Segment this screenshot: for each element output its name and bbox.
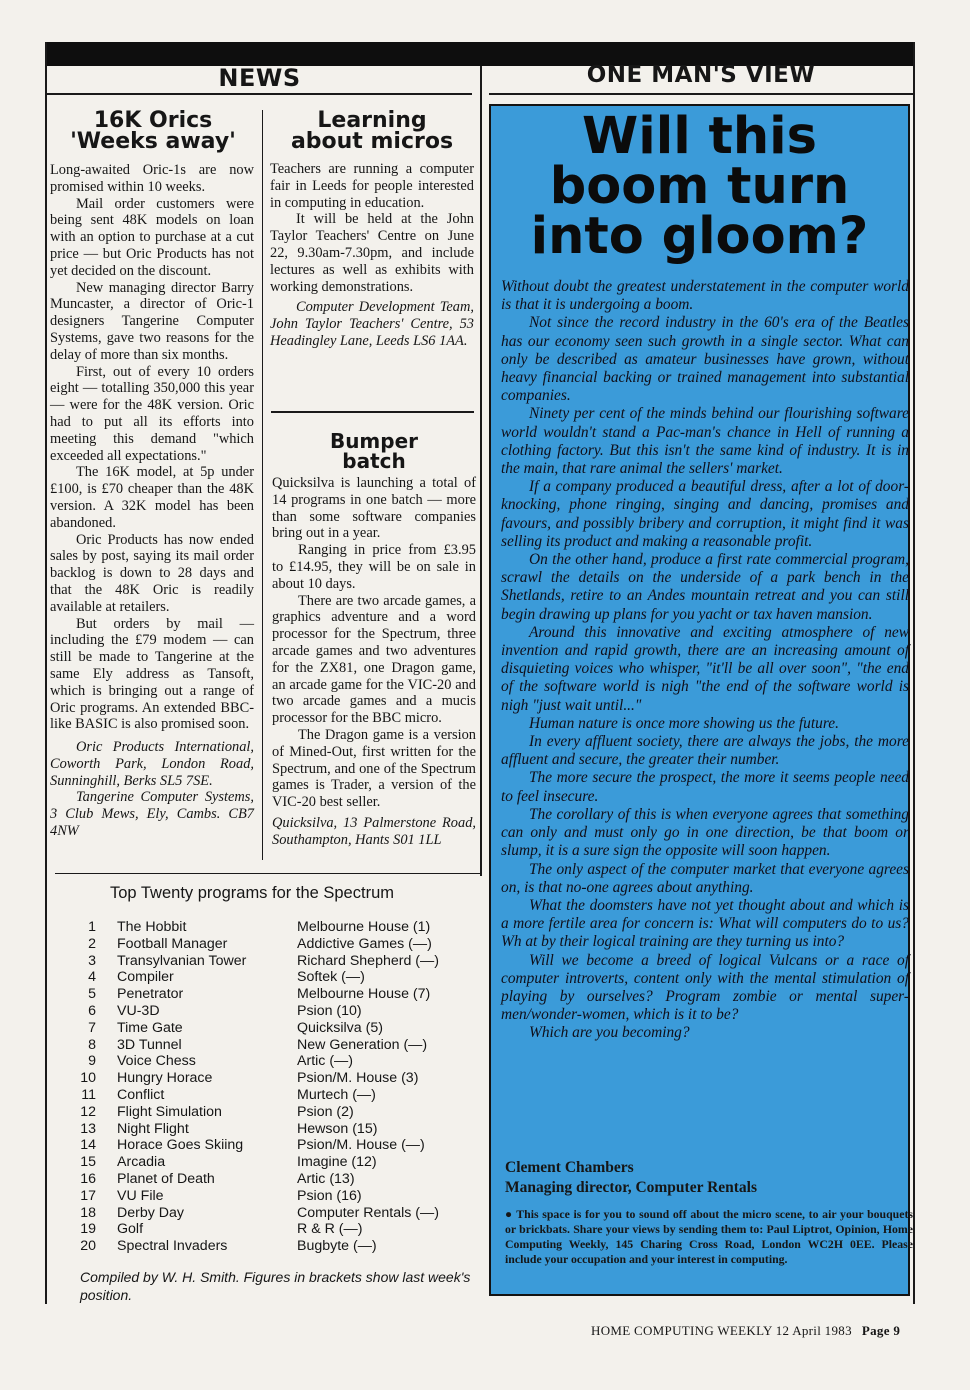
essay-paragraph: Without doubt the greatest understatement in the computer world is that it is undergoing a boom.: [501, 278, 909, 314]
program-title: VU-3D: [117, 1002, 160, 1019]
program-publisher: Psion/M. House (3): [297, 1070, 419, 1087]
bumper-paragraph: Quicksilva is launching a total of 14 programs in one batch — more than some software companies bring out in a year.: [272, 475, 476, 542]
bumper-paragraph: Ranging in price from £3.95 to £14.95, they will be on sale in about 10 days.: [272, 542, 476, 592]
oric-address: Oric Products International, Coworth Park, London Road, Sunninghill, Berks SL5 7SE.: [50, 739, 254, 789]
program-title: Planet of Death: [117, 1170, 215, 1187]
essay-paragraph: Human nature is once more showing us the future.: [529, 714, 839, 732]
news-head-underline: [47, 93, 472, 95]
oric-paragraph: But orders by mail — including the £79 modem — can still be made to Tangerine at the same Ely address as Tansoft, which is bringing out a range of Oric programs. An extended BBC-like BASIC is also promised soon.: [50, 615, 254, 733]
top-twenty-row: [78, 1070, 478, 1087]
top-twenty-row: [78, 1121, 478, 1138]
program-title: Conflict: [117, 1086, 165, 1103]
program-publisher: Addictive Games (—): [297, 935, 432, 952]
oric-story-body: [50, 162, 254, 840]
program-publisher: Melbourne House (1): [297, 919, 431, 935]
learning-headline-line1: Learning: [317, 108, 427, 133]
top-twenty-row: [78, 919, 478, 936]
author-name: Clement Chambers: [505, 1159, 634, 1176]
essay-paragraph: Not since the record industry in the 60's era of the Beatles has our economy seen such growth in a single sector. What can only be described as amateur businesses have grown, without heavy financial backing or trained management into substantial companies.: [501, 314, 909, 405]
chart-rank: 18: [80, 1204, 96, 1221]
footer-publication: HOME COMPUTING WEEKLY 12 April 1983: [591, 1323, 852, 1338]
top-twenty-row: [78, 1053, 478, 1070]
learning-paragraph: It will be held at the John Taylor Teachers' Centre on June 22, 9.30am-7.30pm, and include lectures as well as exhibits with working demonstrations.: [270, 211, 474, 295]
program-publisher: New Generation (—): [297, 1036, 428, 1053]
program-title: Spectral Invaders: [117, 1238, 228, 1255]
chart-rank: 19: [80, 1221, 96, 1238]
program-publisher: Computer Rentals (—): [297, 1204, 439, 1221]
learning-headline: [268, 110, 476, 152]
chart-rank: 16: [80, 1170, 96, 1187]
opinion-headline-line1: Will this: [582, 107, 817, 166]
learning-paragraph: Teachers are running a computer fair in Leeds for people interested in computing in education.: [270, 161, 474, 211]
oric-paragraph: Mail order customers were being sent 48K models on loan with an option to purchase at a cut price — but Oric Products has not yet decided on the discount.: [50, 195, 254, 279]
page-footer: [591, 1323, 900, 1339]
bumper-paragraph: There are two arcade games, a graphics adventure and a word processor for the Spectrum, three arcade games and two adventures for the ZX81, one Dragon game, an arcade game for the VIC-20 and two arcade games and a mucis processor for the BBC micro.: [272, 592, 476, 727]
top-twenty-row: [78, 1137, 478, 1154]
learning-story-body: [270, 161, 474, 350]
program-publisher: Softek (—): [297, 969, 365, 986]
bumper-story-body: [272, 475, 476, 849]
top-twenty-row: [78, 1020, 478, 1037]
program-publisher: Quicksilva (5): [297, 1019, 383, 1036]
opinion-essay: [501, 278, 909, 1043]
opinion-headline-line3: into gloom?: [530, 207, 869, 266]
oric-paragraph: The 16K model, at 5p under £100, is £70 cheaper than the 48K version. A 32K model has been abandoned.: [50, 464, 254, 531]
top-twenty-row: [78, 1221, 478, 1238]
bumper-headline: [272, 431, 476, 471]
essay-paragraph: In every affluent society, there are always the jobs, the more affluent and secure, the greater their number.: [501, 733, 909, 769]
chart-rank: 7: [88, 1019, 96, 1036]
program-title: Flight Simulation: [117, 1103, 222, 1120]
oric-headline-line2: 'Weeks away': [70, 129, 236, 154]
program-title: Night Flight: [117, 1120, 189, 1137]
program-title: Penetrator: [117, 986, 184, 1003]
opinion-headline: [491, 107, 908, 266]
program-publisher: Melbourne House (7): [297, 986, 431, 1003]
program-title: Time Gate: [117, 1019, 183, 1036]
chart-rank: 2: [88, 935, 96, 952]
chart-rank: 9: [88, 1053, 96, 1070]
chart-rank: 10: [80, 1070, 96, 1087]
top-twenty-table: [78, 919, 478, 1255]
left-page-rule: [45, 42, 47, 1304]
chart-rank: 8: [88, 1036, 96, 1053]
chart-rank: 4: [88, 969, 96, 986]
program-title: Horace Goes Skiing: [117, 1137, 244, 1154]
essay-paragraph: The more secure the prospect, the more it seems people need to feel insecure.: [501, 769, 909, 805]
top-twenty-row: [78, 1154, 478, 1171]
essay-paragraph: Ninety per cent of the minds behind our flourishing software world wouldn't stand a Pac-man's chance in Hell of running a clothing factory. But this isn't the same kind of industry. It is in the main, that rare animal the sellers' market.: [501, 405, 909, 478]
chart-rank: 3: [88, 952, 96, 969]
opinion-head-underline: [489, 93, 913, 95]
opinion-section-title: ONE MAN'S VIEW: [586, 62, 816, 88]
author-title: Managing director, Computer Rentals: [505, 1179, 758, 1196]
opinion-headline-line2: boom turn: [549, 157, 850, 216]
top-twenty-title: Top Twenty programs for the Spectrum: [110, 884, 394, 902]
program-publisher: Psion (16): [297, 1187, 362, 1204]
oric-headline: [48, 110, 258, 152]
chart-rank: 15: [80, 1154, 96, 1171]
chart-rank: 12: [80, 1103, 96, 1120]
top-twenty-top-rule: [55, 873, 480, 874]
program-publisher: Murtech (—): [297, 1086, 376, 1103]
learning-address: Computer Development Team, John Taylor Teachers' Centre, 53 Headingley Lane, Leeds LS6 1AA.: [270, 299, 474, 349]
column-divider-rule: [480, 66, 482, 876]
program-publisher: Artic (—): [297, 1053, 353, 1070]
program-title: Voice Chess: [117, 1053, 196, 1070]
essay-paragraph: Around this innovative and exciting atmosphere of new invention and rapid growth, there are an increasing amount of disquieting voices who whisper, "it'll be all over soon", "the end of the software world is nigh "the end of the software world is nigh "just wait until...": [501, 623, 909, 714]
top-twenty-row: [78, 1003, 478, 1020]
essay-paragraph: The corollary of this is when everyone agrees that something can only and must only go in one direction, be that boom or slump, it is a sure sign the opposite will soon happen.: [501, 805, 909, 860]
essay-paragraph: Which are you becoming?: [529, 1024, 690, 1042]
essay-paragraph: If a company produced a beautiful dress, after a lot of door-knocking, phone ringing, singing and dancing, promises and favours, and possibly bribery and corruption, it might find it was selling its product and making a reasonable profit.: [501, 478, 909, 550]
program-publisher: Artic (13): [297, 1170, 355, 1187]
top-twenty-row: [78, 1171, 478, 1188]
essay-paragraph: On the other hand, produce a first rate commercial program, scrawl the details on the underside of a park bench in the Shetlands, retire to an Andes mountain retreat and you can still begin drawing up plans for you yacht or tax haven mansion.: [501, 551, 909, 623]
chart-rank: 20: [80, 1238, 96, 1255]
chart-rank: 1: [88, 919, 96, 935]
program-title: Transylvanian Tower: [117, 952, 247, 969]
oric-paragraph: First, out of every 10 orders eight — totalling 350,000 this year — were for the 48K version. Oric had to put all its efforts into meeting this demand "which exceeded all expectations.": [50, 363, 254, 464]
chart-rank: 13: [80, 1120, 96, 1137]
top-twenty-footnote: Compiled by W. H. Smith. Figures in brackets show last week's position.: [80, 1269, 471, 1303]
news-inner-divider: [262, 110, 263, 860]
tangerine-address: Tangerine Computer Systems, 3 Club Mews, Ely, Cambs. CB7 4NW: [50, 789, 254, 840]
program-publisher: Bugbyte (—): [297, 1238, 377, 1255]
top-twenty-row: [78, 1205, 478, 1222]
program-publisher: Hewson (15): [297, 1120, 378, 1137]
chart-rank: 11: [81, 1086, 96, 1103]
top-twenty-row: [78, 1087, 478, 1104]
top-twenty-row: [78, 953, 478, 970]
oric-paragraph: New managing director Barry Muncaster, a director of Oric-1 designers Tangerine Computer Systems, gave two reasons for the delay of more than six months.: [50, 279, 254, 363]
essay-paragraph: The only aspect of the computer market that everyone agrees on, is that no-one agrees about anything.: [501, 860, 909, 896]
quicksilva-address: Quicksilva, 13 Palmerstone Road, Southampton, Hants S01 1LL: [272, 814, 476, 848]
top-twenty-row: [78, 969, 478, 986]
program-title: Golf: [117, 1221, 144, 1238]
program-publisher: Psion (10): [297, 1002, 362, 1019]
program-publisher: Imagine (12): [297, 1154, 377, 1171]
program-publisher: Richard Shepherd (—): [297, 952, 439, 969]
top-twenty-row: [78, 936, 478, 953]
opinion-byline: [505, 1158, 905, 1198]
program-publisher: Psion (2): [297, 1103, 354, 1120]
chart-rank: 5: [88, 986, 96, 1003]
top-twenty-row: [78, 986, 478, 1003]
program-publisher: R & R (—): [297, 1221, 363, 1238]
learning-headline-line2: about micros: [290, 129, 454, 154]
news-section-title: NEWS: [218, 64, 301, 92]
chart-rank: 17: [80, 1187, 96, 1204]
program-title: Football Manager: [117, 935, 228, 952]
oric-paragraph: Long-awaited Oric-1s are now promised within 10 weeks.: [50, 162, 254, 195]
top-twenty-row: [78, 1104, 478, 1121]
oric-paragraph: Oric Products has now ended sales by post, saying its mail order backlog is down to 28 days and that the 48K Oric is readily available at retailers.: [50, 531, 254, 615]
chart-rank: 14: [80, 1137, 96, 1154]
right-page-rule: [913, 42, 915, 1304]
program-title: The Hobbit: [117, 919, 187, 935]
bumper-paragraph: The Dragon game is a version of Mined-Out, first written for the Spectrum, and one of the Spectrum games is Trader, a version of the VIC-20 best seller.: [272, 726, 476, 811]
top-twenty-row: [78, 1037, 478, 1054]
learning-bumper-divider: [271, 411, 474, 413]
chart-rank: 6: [88, 1002, 96, 1019]
oric-headline-line1: 16K Orics: [93, 108, 213, 133]
essay-paragraph: Will we become a breed of logical Vulcans or a race of computer introverts, content only with the mental stimulation of playing by ourselves? Program zombie or mental super-men/wonder-women, which is it to be?: [501, 951, 909, 1024]
program-title: VU File: [117, 1187, 164, 1204]
bumper-headline-line1: Bumper: [329, 429, 419, 453]
program-title: 3D Tunnel: [117, 1036, 182, 1053]
essay-paragraph: What the doomsters have not yet thought about and which is a more fertile area for concern is: What will computers do to us? Wh at by their logical training are they turning us into?: [501, 896, 909, 951]
program-title: Derby Day: [117, 1204, 185, 1221]
program-title: Hungry Horace: [117, 1070, 213, 1087]
top-twenty-row: [78, 1188, 478, 1205]
program-title: Compiler: [117, 969, 174, 986]
program-title: Arcadia: [117, 1154, 166, 1171]
opinion-submission-note: ● This space is for you to sound off about the micro scene, to air your bouquets or brickbats. Share your views by sending them to: Paul Liptrot, Opinion, Home Computing Weekly, 145 Charing Cross Road, London WC2H 0EE. Please include your occupation and your interest in computing.: [505, 1207, 913, 1266]
program-publisher: Psion/M. House (—): [297, 1137, 425, 1154]
top-twenty-row: [78, 1238, 478, 1255]
page-number: Page 9: [861, 1323, 901, 1338]
bumper-headline-line2: batch: [342, 449, 406, 473]
